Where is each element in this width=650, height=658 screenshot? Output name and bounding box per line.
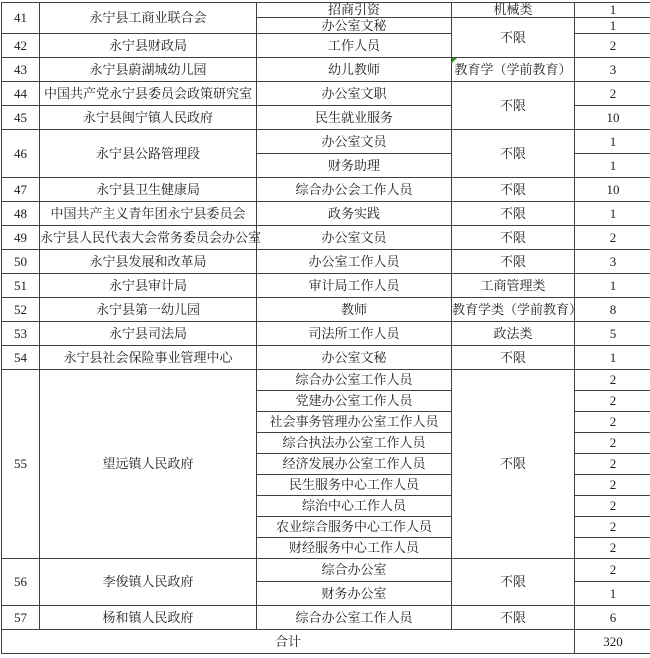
- table-row: [2, 322, 650, 346]
- document-page: [0, 2, 650, 658]
- table-row: [2, 606, 650, 630]
- table-row: [2, 226, 650, 250]
- position-cell: 综治中心工作人员: [257, 496, 452, 517]
- position-cell: 党建办公室工作人员: [257, 391, 452, 412]
- seq-cell: 55: [2, 370, 40, 559]
- org-cell: 永宁县司法局: [40, 322, 257, 346]
- count-cell: 2: [575, 496, 650, 517]
- table-row: [2, 250, 650, 274]
- count-cell: 3: [575, 250, 650, 274]
- seq-cell: 48: [2, 202, 40, 226]
- count-cell: 1: [575, 582, 650, 606]
- seq-cell: 51: [2, 274, 40, 298]
- org-cell: 永宁县卫生健康局: [40, 178, 257, 202]
- count-cell: 2: [575, 517, 650, 538]
- table-row: [2, 82, 650, 106]
- category-cell: 教育学（学前教育）: [452, 58, 575, 82]
- position-cell: 综合办公室工作人员: [257, 370, 452, 391]
- org-cell: 永宁县第一幼儿园: [40, 298, 257, 322]
- category-cell: 不限: [452, 130, 575, 178]
- count-cell: 2: [575, 391, 650, 412]
- recruitment-table-body: [2, 3, 650, 654]
- position-cell: 幼儿教师: [257, 58, 452, 82]
- seq-cell: 42: [2, 34, 40, 58]
- category-cell: 不限: [452, 18, 575, 58]
- category-cell: 不限: [452, 202, 575, 226]
- org-cell: 望远镇人民政府: [40, 370, 257, 559]
- count-cell: 5: [575, 322, 650, 346]
- table-row: [2, 58, 650, 82]
- category-cell: 机械类: [452, 3, 575, 18]
- category-cell: 不限: [452, 346, 575, 370]
- recruitment-table: [1, 2, 650, 654]
- seq-cell: 54: [2, 346, 40, 370]
- org-cell: 永宁县社会保险事业管理中心: [40, 346, 257, 370]
- count-cell: 2: [575, 370, 650, 391]
- count-cell: 2: [575, 433, 650, 454]
- seq-cell: 50: [2, 250, 40, 274]
- count-cell: 1: [575, 202, 650, 226]
- position-cell: 经济发展办公室工作人员: [257, 454, 452, 475]
- org-cell: 永宁县审计局: [40, 274, 257, 298]
- position-cell: 办公室文秘: [257, 346, 452, 370]
- category-cell: 不限: [452, 226, 575, 250]
- position-cell: 招商引资: [257, 3, 452, 18]
- count-cell: 1: [575, 130, 650, 154]
- table-row: [2, 130, 650, 154]
- position-cell: 办公室工作人员: [257, 250, 452, 274]
- org-cell: 中国共产党永宁县委员会政策研究室: [40, 82, 257, 106]
- count-cell: 3: [575, 58, 650, 82]
- total-count-cell: 320: [575, 630, 650, 654]
- seq-cell: 47: [2, 178, 40, 202]
- org-cell: 永宁县公路管理段: [40, 130, 257, 178]
- position-cell: 办公室文职: [257, 82, 452, 106]
- org-cell: 中国共产主义青年团永宁县委员会: [40, 202, 257, 226]
- count-cell: 2: [575, 559, 650, 582]
- category-cell: 不限: [452, 178, 575, 202]
- count-cell: 2: [575, 538, 650, 559]
- table-row: [2, 274, 650, 298]
- position-cell: 工作人员: [257, 34, 452, 58]
- count-cell: 2: [575, 412, 650, 433]
- seq-cell: 41: [2, 3, 40, 34]
- org-cell: 李俊镇人民政府: [40, 559, 257, 606]
- position-cell: 办公室文秘: [257, 18, 452, 34]
- count-cell: 2: [575, 226, 650, 250]
- category-cell: 不限: [452, 82, 575, 130]
- seq-cell: 57: [2, 606, 40, 630]
- table-row: [2, 370, 650, 391]
- count-cell: 1: [575, 274, 650, 298]
- position-cell: 综合办公室: [257, 559, 452, 582]
- count-cell: 2: [575, 34, 650, 58]
- table-row: [2, 346, 650, 370]
- position-cell: 司法所工作人员: [257, 322, 452, 346]
- position-cell: 政务实践: [257, 202, 452, 226]
- position-cell: 综合执法办公室工作人员: [257, 433, 452, 454]
- org-cell: 永宁县人民代表大会常务委员会办公室: [40, 226, 257, 250]
- position-cell: 综合办公会工作人员: [257, 178, 452, 202]
- table-row: [2, 3, 650, 18]
- seq-cell: 46: [2, 130, 40, 178]
- position-cell: 财务助理: [257, 154, 452, 178]
- position-cell: 财务办公室: [257, 582, 452, 606]
- count-cell: 1: [575, 18, 650, 34]
- seq-cell: 44: [2, 82, 40, 106]
- org-cell: 永宁县蔚湖城幼儿园: [40, 58, 257, 82]
- category-cell: 不限: [452, 559, 575, 606]
- category-cell: 政法类: [452, 322, 575, 346]
- org-cell: 永宁县闽宁镇人民政府: [40, 106, 257, 130]
- category-cell: 不限: [452, 606, 575, 630]
- count-cell: 2: [575, 82, 650, 106]
- count-cell: 1: [575, 154, 650, 178]
- seq-cell: 45: [2, 106, 40, 130]
- green-comment-marker-icon: [452, 58, 457, 63]
- count-cell: 6: [575, 606, 650, 630]
- seq-cell: 49: [2, 226, 40, 250]
- position-cell: 民生服务中心工作人员: [257, 475, 452, 496]
- category-cell: 不限: [452, 250, 575, 274]
- count-cell: 10: [575, 178, 650, 202]
- position-cell: 综合办公室工作人员: [257, 606, 452, 630]
- seq-cell: 43: [2, 58, 40, 82]
- position-cell: 办公室文员: [257, 130, 452, 154]
- category-cell: 不限: [452, 370, 575, 559]
- org-cell: 永宁县发展和改革局: [40, 250, 257, 274]
- seq-cell: 56: [2, 559, 40, 606]
- count-cell: 2: [575, 475, 650, 496]
- category-cell: 教育学类（学前教育）: [452, 298, 575, 322]
- count-cell: 1: [575, 3, 650, 18]
- table-row: [2, 559, 650, 582]
- position-cell: 教师: [257, 298, 452, 322]
- position-cell: 财经服务中心工作人员: [257, 538, 452, 559]
- position-cell: 农业综合服务中心工作人员: [257, 517, 452, 538]
- total-label-cell: 合计: [2, 630, 575, 654]
- count-cell: 10: [575, 106, 650, 130]
- org-cell: 杨和镇人民政府: [40, 606, 257, 630]
- count-cell: 1: [575, 346, 650, 370]
- position-cell: 审计局工作人员: [257, 274, 452, 298]
- category-cell: 工商管理类: [452, 274, 575, 298]
- seq-cell: 52: [2, 298, 40, 322]
- count-cell: 2: [575, 454, 650, 475]
- table-row: [2, 298, 650, 322]
- table-row: [2, 630, 650, 654]
- org-cell: 永宁县工商业联合会: [40, 3, 257, 34]
- seq-cell: 53: [2, 322, 40, 346]
- count-cell: 8: [575, 298, 650, 322]
- position-cell: 社会事务管理办公室工作人员: [257, 412, 452, 433]
- org-cell: 永宁县财政局: [40, 34, 257, 58]
- position-cell: 办公室文员: [257, 226, 452, 250]
- position-cell: 民生就业服务: [257, 106, 452, 130]
- table-row: [2, 178, 650, 202]
- table-row: [2, 202, 650, 226]
